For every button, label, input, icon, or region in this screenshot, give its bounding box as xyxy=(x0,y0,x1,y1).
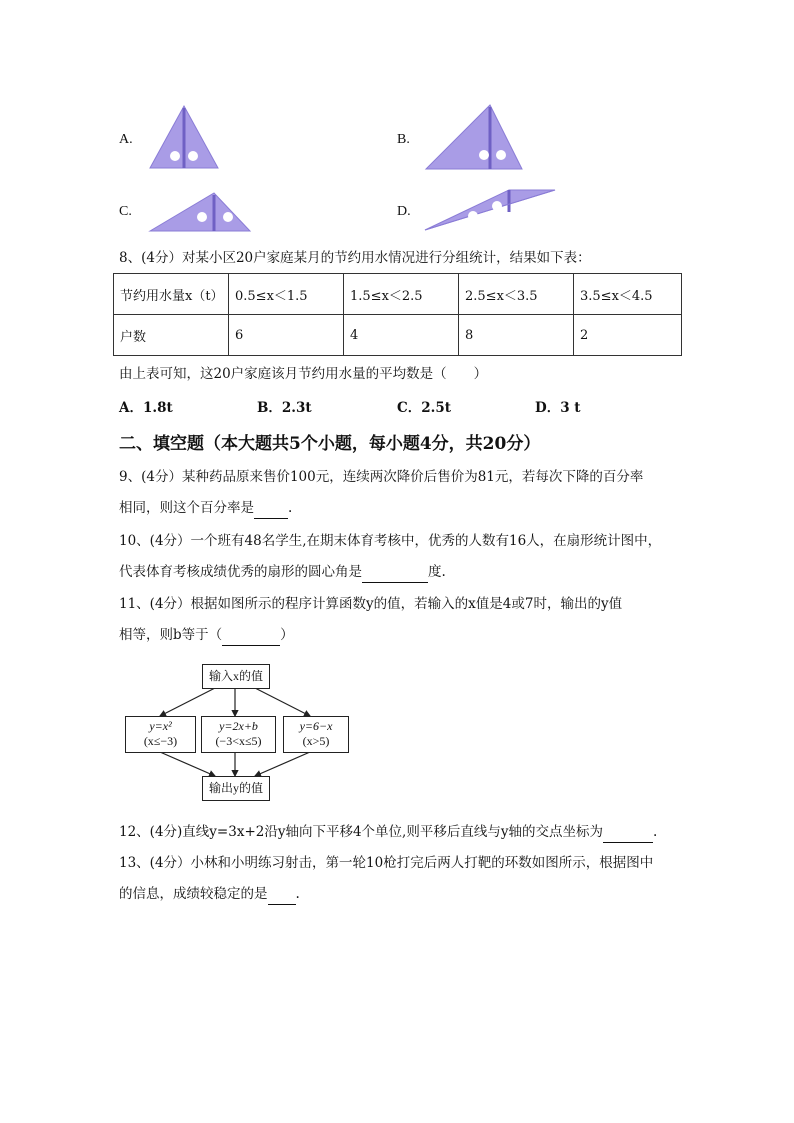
table-cell: 4 xyxy=(344,315,459,356)
answer-blank[interactable] xyxy=(362,562,428,583)
water-usage-table xyxy=(113,273,682,356)
q10-line1: 10、(4分）一个班有48名学生,在期末体育考核中，优秀的人数有16人，在扇形统计图中， xyxy=(119,533,662,549)
table-cell: 户数 xyxy=(114,315,229,356)
answer-blank[interactable] xyxy=(268,884,296,905)
flowchart-output-box: 输出y的值 xyxy=(202,776,270,801)
q11-line1: 11、(4分）根据如图所示的程序计算函数y的值，若输入的x值是4或7时，输出的y值 xyxy=(119,596,623,612)
q10-text: 代表体育考核成绩优秀的扇形的圆心角是 xyxy=(119,564,362,580)
q13-line1: 13、(4分）小林和小明练习射击，第一轮10枪打完后两人打靶的环数如图所示，根据图中 xyxy=(119,855,654,871)
choice-d: D．3 t xyxy=(535,400,581,416)
q13-end: . xyxy=(295,886,300,902)
q13-line2 xyxy=(119,884,300,905)
table-cell: 3.5≤x＜4.5 xyxy=(574,274,682,315)
q8-question: 由上表可知，这20户家庭该月节约用水量的平均数是（ ） xyxy=(119,366,488,382)
table-cell: 节约用水量x（t） xyxy=(114,274,229,315)
q9-text: 相同，则这个百分率是 xyxy=(119,500,254,516)
triangle-ruler-a-image xyxy=(148,104,220,170)
formula-text: y=x² xyxy=(149,719,172,733)
choice-c: C．2.5t xyxy=(397,400,451,416)
option-d-label: D. xyxy=(397,204,411,219)
q12-text: 12、(4分)直线y=3x+2沿y轴向下平移4个单位,则平移后直线与y轴的交点坐标为 xyxy=(119,824,603,840)
q10-end: 度. xyxy=(428,564,446,580)
answer-blank[interactable] xyxy=(222,625,280,646)
q9-end: . xyxy=(288,500,293,516)
table-cell: 1.5≤x＜2.5 xyxy=(344,274,459,315)
q11-end: ） xyxy=(280,627,294,643)
table-cell: 2 xyxy=(574,315,682,356)
triangle-ruler-d-image xyxy=(423,188,557,232)
q9-line2 xyxy=(119,498,292,519)
table-cell: 0.5≤x＜1.5 xyxy=(229,274,344,315)
triangle-ruler-c-image xyxy=(148,191,252,233)
q11-text: 相等，则b等于（ xyxy=(119,627,223,643)
q11-line2 xyxy=(119,625,294,646)
choice-a: A．1.8t xyxy=(119,400,173,416)
table-row xyxy=(114,315,682,356)
option-a-label: A. xyxy=(119,132,133,147)
q12-end: . xyxy=(652,824,658,840)
flowchart-branch-3 xyxy=(283,716,349,753)
table-cell: 6 xyxy=(229,315,344,356)
flowchart-branch-1 xyxy=(125,716,196,753)
option-c-label: C. xyxy=(119,204,132,219)
condition-text: (−3<x≤5) xyxy=(215,734,262,748)
section-heading: 二、填空题（本大题共5个小题，每小题4分，共20分） xyxy=(119,434,541,454)
q8-stem: 8、(4分）对某小区20户家庭某月的节约用水情况进行分组统计，结果如下表： xyxy=(119,250,591,266)
formula-text: y=2x+b xyxy=(219,719,258,733)
answer-blank[interactable] xyxy=(254,498,288,519)
condition-text: (x≤−3) xyxy=(143,734,178,748)
flowchart-input-box: 输入x的值 xyxy=(202,664,270,689)
table-row xyxy=(114,274,682,315)
formula-text: y=6−x xyxy=(299,719,333,733)
table-cell: 8 xyxy=(459,315,574,356)
flowchart-branch-2 xyxy=(201,716,276,753)
q10-line2 xyxy=(119,562,446,583)
choice-b: B．2.3t xyxy=(257,400,312,416)
q12-line xyxy=(119,822,657,843)
triangle-ruler-b-image xyxy=(424,103,524,171)
answer-blank[interactable] xyxy=(603,822,653,843)
table-cell: 2.5≤x＜3.5 xyxy=(459,274,574,315)
q13-text: 的信息，成绩较稳定的是 xyxy=(119,886,268,902)
option-b-label: B. xyxy=(397,132,410,147)
condition-text: (x>5) xyxy=(302,734,330,748)
q9-line1: 9、(4分）某种药品原来售价100元，连续两次降价后售价为81元，若每次下降的百分率 xyxy=(119,469,644,485)
